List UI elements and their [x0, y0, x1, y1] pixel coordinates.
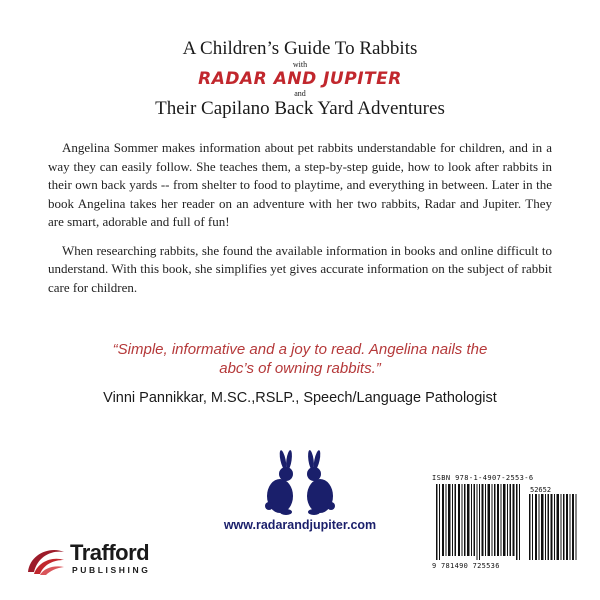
with-text: with: [292, 60, 308, 69]
description: [48, 139, 552, 307]
publisher-name: Trafford: [70, 540, 150, 565]
quote-attribution: Vinni Pannikkar, M.SC.,RSLP., Speech/Language Pathologist: [103, 390, 497, 406]
and-text: and: [294, 89, 306, 98]
isbn-label: ISBN 978-1-4907-2553-6: [432, 474, 534, 482]
trafford-swirl-icon: [24, 542, 66, 578]
isbn-barcode: [432, 474, 582, 584]
website-url: www.radarandjupiter.com: [223, 518, 377, 532]
title-line-1: A Children’s Guide To Rabbits: [182, 38, 418, 59]
quote-line-2: abc’s of owning rabbits.”: [219, 360, 381, 377]
rabbits-icon: [250, 448, 350, 518]
publisher-logo: [24, 540, 194, 580]
title-block: [0, 38, 600, 120]
barcode-digits: 9 781490 725536: [432, 562, 500, 570]
review-quote: [0, 340, 600, 378]
quote-line-1: “Simple, informative and a joy to read. Angelina nails the: [112, 341, 488, 358]
publisher-subtitle: PUBLISHING: [72, 565, 151, 575]
barcode-addon-digits: 52652: [530, 486, 552, 494]
description-paragraph-1: Angelina Sommer makes information about pet rabbits understandable for children, and in a way they can easily follow. She teaches them, a step-by-step guide, how to look after rabbits in their own back yards -- from shelter to food to playtime, and everything in between. Later in the book Angelina takes her reader on an adventure with her two rabbits, Radar and Jupiter. They are smart, adorable and full of fun!: [48, 140, 552, 229]
title-line-2: Their Capilano Back Yard Adventures: [155, 98, 445, 119]
brand-title: RADAR AND JUPITER: [198, 69, 402, 89]
barcode-bars: [432, 484, 582, 562]
description-paragraph-2: When researching rabbits, she found the available information in books and online difficult to understand. With this book, she simplifies yet gives accurate information on the subject of rabbit care for children.: [48, 242, 552, 295]
